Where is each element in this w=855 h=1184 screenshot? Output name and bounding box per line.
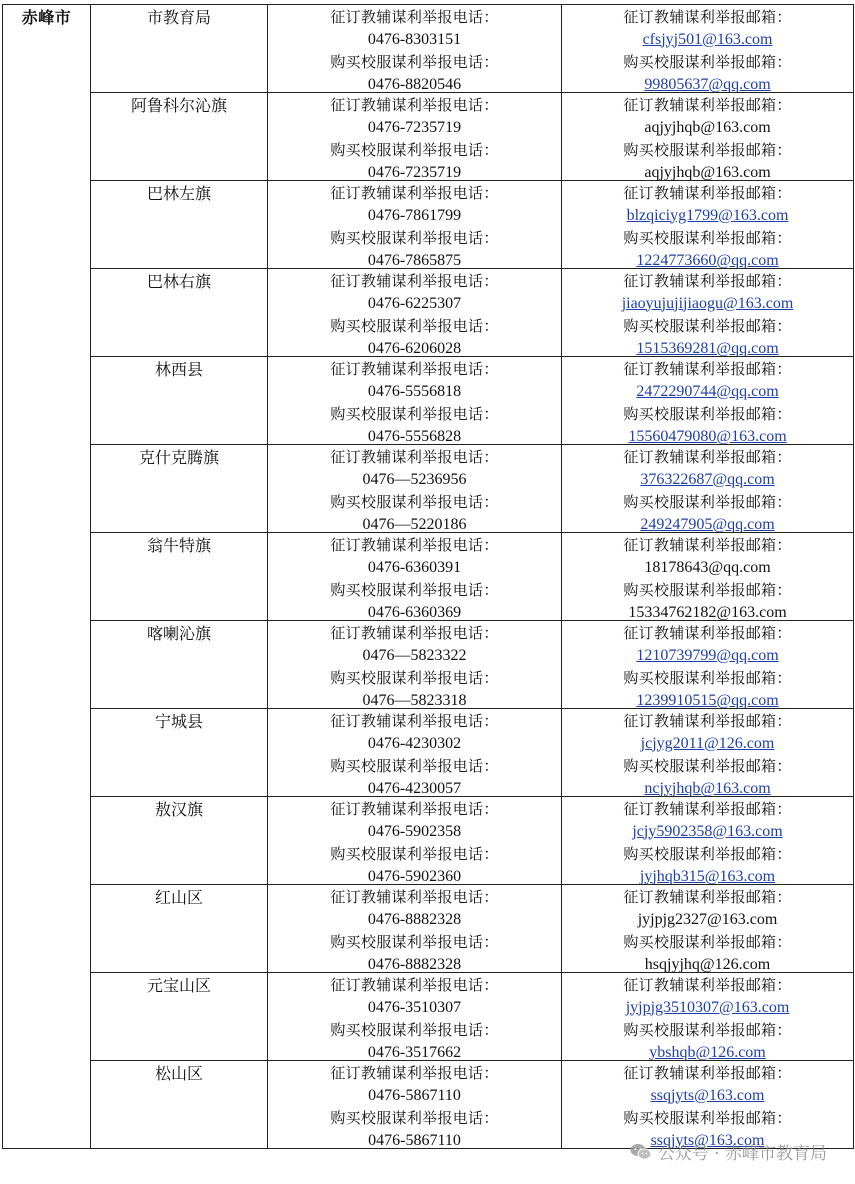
phone-number-textbook: 0476—5236956 bbox=[362, 470, 467, 488]
table-row bbox=[3, 269, 854, 357]
table-row bbox=[3, 93, 854, 181]
email-address-textbook[interactable]: jyjpjg3510307@163.com bbox=[625, 998, 790, 1016]
email-cell-content bbox=[562, 269, 853, 356]
email-address-textbook: jyjpjg2327@163.com bbox=[637, 910, 778, 928]
phone-cell bbox=[268, 533, 562, 621]
phone-label-uniform: 购买校服谋利举报电话： bbox=[330, 669, 499, 687]
email-label-textbook: 征订教辅谋利举报邮箱： bbox=[623, 800, 792, 818]
email-address-textbook: 18178643@qq.com bbox=[644, 558, 771, 576]
area-cell: 林西县 bbox=[91, 357, 268, 445]
phone-label-textbook: 征订教辅谋利举报电话： bbox=[330, 976, 499, 994]
email-cell bbox=[562, 885, 854, 973]
phone-label-textbook: 征订教辅谋利举报电话： bbox=[330, 800, 499, 818]
email-cell bbox=[562, 621, 854, 709]
email-label-uniform: 购买校服谋利举报邮箱： bbox=[623, 53, 792, 71]
email-cell-content bbox=[562, 181, 853, 268]
email-address-uniform[interactable]: 1515369281@qq.com bbox=[636, 339, 779, 356]
email-label-textbook: 征订教辅谋利举报邮箱： bbox=[623, 976, 792, 994]
phone-cell-content bbox=[268, 709, 561, 796]
phone-label-textbook: 征订教辅谋利举报电话： bbox=[330, 184, 499, 202]
email-cell-content bbox=[562, 973, 853, 1060]
phone-label-uniform: 购买校服谋利举报电话： bbox=[330, 317, 499, 335]
email-cell-content bbox=[562, 1061, 853, 1148]
email-cell bbox=[562, 1061, 854, 1149]
email-label-textbook: 征订教辅谋利举报邮箱： bbox=[623, 712, 792, 730]
email-label-uniform: 购买校服谋利举报邮箱： bbox=[623, 1021, 792, 1039]
email-cell bbox=[562, 357, 854, 445]
email-label-uniform: 购买校服谋利举报邮箱： bbox=[623, 1109, 792, 1127]
phone-cell bbox=[268, 797, 562, 885]
phone-label-uniform: 购买校服谋利举报电话： bbox=[330, 757, 499, 775]
phone-cell-content bbox=[268, 621, 561, 708]
email-cell bbox=[562, 797, 854, 885]
email-address-uniform[interactable]: ssqjyts@163.com bbox=[650, 1131, 765, 1148]
phone-cell bbox=[268, 269, 562, 357]
area-cell: 敖汉旗 bbox=[91, 797, 268, 885]
phone-label-uniform: 购买校服谋利举报电话： bbox=[330, 141, 499, 159]
area-cell: 市教育局 bbox=[91, 5, 268, 93]
email-address-uniform: hsqjyjhq@126.com bbox=[644, 955, 771, 972]
phone-label-textbook: 征订教辅谋利举报电话： bbox=[330, 360, 499, 378]
email-cell-content bbox=[562, 445, 853, 532]
phone-cell-content bbox=[268, 181, 561, 268]
email-label-textbook: 征订教辅谋利举报邮箱： bbox=[623, 272, 792, 290]
email-cell-content bbox=[562, 709, 853, 796]
email-cell-content bbox=[562, 357, 853, 444]
phone-cell bbox=[268, 621, 562, 709]
report-table bbox=[2, 4, 854, 1149]
phone-cell-content bbox=[268, 93, 561, 180]
email-address-uniform: aqjyjhqb@163.com bbox=[644, 163, 771, 180]
email-label-uniform: 购买校服谋利举报邮箱： bbox=[623, 405, 792, 423]
phone-number-uniform: 0476-8882328 bbox=[367, 955, 462, 972]
area-cell: 宁城县 bbox=[91, 709, 268, 797]
email-cell bbox=[562, 93, 854, 181]
email-label-uniform: 购买校服谋利举报邮箱： bbox=[623, 317, 792, 335]
phone-cell bbox=[268, 5, 562, 93]
email-cell-content bbox=[562, 621, 853, 708]
phone-label-uniform: 购买校服谋利举报电话： bbox=[330, 493, 499, 511]
email-address-uniform[interactable]: ncjyjhqb@163.com bbox=[644, 779, 771, 796]
email-address-uniform[interactable]: 15560479080@163.com bbox=[628, 427, 787, 444]
phone-label-uniform: 购买校服谋利举报电话： bbox=[330, 229, 499, 247]
phone-number-uniform: 0476—5220186 bbox=[362, 515, 467, 532]
phone-cell-content bbox=[268, 885, 561, 972]
phone-cell bbox=[268, 885, 562, 973]
phone-cell-content bbox=[268, 445, 561, 532]
phone-number-textbook: 0476-5902358 bbox=[367, 822, 462, 840]
email-label-textbook: 征订教辅谋利举报邮箱： bbox=[623, 360, 792, 378]
email-label-textbook: 征订教辅谋利举报邮箱： bbox=[623, 1064, 792, 1082]
area-cell: 巴林左旗 bbox=[91, 181, 268, 269]
email-label-textbook: 征订教辅谋利举报邮箱： bbox=[623, 888, 792, 906]
phone-number-uniform: 0476-6360369 bbox=[367, 603, 462, 620]
email-address-uniform[interactable]: 99805637@qq.com bbox=[644, 75, 771, 92]
email-label-textbook: 征订教辅谋利举报邮箱： bbox=[623, 184, 792, 202]
email-cell bbox=[562, 5, 854, 93]
email-address-textbook[interactable]: ssqjyts@163.com bbox=[650, 1086, 765, 1104]
email-address-textbook[interactable]: jcjy5902358@163.com bbox=[632, 822, 783, 840]
phone-number-uniform: 0476-5902360 bbox=[367, 867, 462, 884]
phone-number-uniform: 0476-7235719 bbox=[367, 163, 462, 180]
phone-cell bbox=[268, 445, 562, 533]
email-label-uniform: 购买校服谋利举报邮箱： bbox=[623, 757, 792, 775]
table-row bbox=[3, 797, 854, 885]
phone-number-textbook: 0476-5867110 bbox=[368, 1086, 461, 1104]
area-cell: 阿鲁科尔沁旗 bbox=[91, 93, 268, 181]
email-cell-content bbox=[562, 5, 853, 92]
table-row bbox=[3, 1061, 854, 1149]
email-address-uniform[interactable]: 1224773660@qq.com bbox=[636, 251, 779, 268]
email-address-uniform: 15334762182@163.com bbox=[628, 603, 787, 620]
email-label-uniform: 购买校服谋利举报邮箱： bbox=[623, 493, 792, 511]
phone-number-textbook: 0476-7861799 bbox=[367, 206, 462, 224]
phone-number-textbook: 0476-8303151 bbox=[367, 30, 462, 48]
phone-cell bbox=[268, 181, 562, 269]
watermark bbox=[630, 1139, 827, 1164]
phone-cell bbox=[268, 973, 562, 1061]
area-cell: 巴林右旗 bbox=[91, 269, 268, 357]
area-cell: 翁牛特旗 bbox=[91, 533, 268, 621]
phone-number-textbook: 0476-8882328 bbox=[367, 910, 462, 928]
phone-number-textbook: 0476-4230302 bbox=[367, 734, 462, 752]
email-label-uniform: 购买校服谋利举报邮箱： bbox=[623, 669, 792, 687]
phone-label-textbook: 征订教辅谋利举报电话： bbox=[330, 96, 499, 114]
phone-number-textbook: 0476-6360391 bbox=[367, 558, 462, 576]
phone-number-uniform: 0476-5867110 bbox=[368, 1131, 461, 1148]
email-address-textbook[interactable]: 2472290744@qq.com bbox=[636, 382, 779, 400]
phone-cell-content bbox=[268, 5, 561, 92]
email-address-textbook[interactable]: jcjyg2011@126.com bbox=[640, 734, 775, 752]
phone-number-textbook: 0476-7235719 bbox=[367, 118, 462, 136]
phone-cell bbox=[268, 709, 562, 797]
city-cell: 赤峰市 bbox=[3, 5, 91, 1149]
email-label-textbook: 征订教辅谋利举报邮箱： bbox=[623, 96, 792, 114]
phone-label-uniform: 购买校服谋利举报电话： bbox=[330, 1021, 499, 1039]
phone-number-uniform: 0476-3517662 bbox=[367, 1043, 462, 1060]
phone-cell bbox=[268, 357, 562, 445]
phone-number-uniform: 0476-5556828 bbox=[367, 427, 462, 444]
email-address-uniform[interactable]: ybshqb@126.com bbox=[649, 1043, 766, 1060]
phone-number-uniform: 0476-6206028 bbox=[367, 339, 462, 356]
email-cell bbox=[562, 709, 854, 797]
phone-number-uniform: 0476-8820546 bbox=[367, 75, 462, 92]
watermark-text: 公众号 · 赤峰市教育局 bbox=[657, 1144, 827, 1164]
email-label-uniform: 购买校服谋利举报邮箱： bbox=[623, 581, 792, 599]
email-cell bbox=[562, 445, 854, 533]
phone-number-textbook: 0476—5823322 bbox=[362, 646, 467, 664]
email-cell bbox=[562, 181, 854, 269]
email-address-textbook[interactable]: 376322687@qq.com bbox=[640, 470, 775, 488]
email-address-uniform[interactable]: jyjhqb315@163.com bbox=[639, 867, 776, 884]
phone-label-textbook: 征订教辅谋利举报电话： bbox=[330, 536, 499, 554]
phone-cell-content bbox=[268, 269, 561, 356]
area-cell: 红山区 bbox=[91, 885, 268, 973]
phone-label-textbook: 征订教辅谋利举报电话： bbox=[330, 888, 499, 906]
phone-number-textbook: 0476-3510307 bbox=[367, 998, 462, 1016]
phone-number-uniform: 0476-7865875 bbox=[367, 251, 462, 268]
phone-cell-content bbox=[268, 533, 561, 620]
phone-cell-content bbox=[268, 357, 561, 444]
email-address-textbook[interactable]: jiaoyujujijiaogu@163.com bbox=[621, 294, 794, 312]
phone-cell-content bbox=[268, 973, 561, 1060]
email-cell-content bbox=[562, 93, 853, 180]
phone-cell bbox=[268, 93, 562, 181]
phone-label-textbook: 征订教辅谋利举报电话： bbox=[330, 448, 499, 466]
phone-label-uniform: 购买校服谋利举报电话： bbox=[330, 1109, 499, 1127]
phone-number-uniform: 0476—5823318 bbox=[362, 691, 467, 708]
table-row bbox=[3, 357, 854, 445]
phone-label-textbook: 征订教辅谋利举报电话： bbox=[330, 272, 499, 290]
email-cell-content bbox=[562, 797, 853, 884]
phone-label-textbook: 征订教辅谋利举报电话： bbox=[330, 8, 499, 26]
email-address-uniform[interactable]: 1239910515@qq.com bbox=[636, 691, 779, 708]
phone-number-textbook: 0476-6225307 bbox=[367, 294, 462, 312]
phone-cell-content bbox=[268, 797, 561, 884]
phone-label-textbook: 征订教辅谋利举报电话： bbox=[330, 712, 499, 730]
table-row bbox=[3, 885, 854, 973]
email-address-textbook[interactable]: 1210739799@qq.com bbox=[636, 646, 779, 664]
area-cell: 喀喇沁旗 bbox=[91, 621, 268, 709]
email-cell-content bbox=[562, 885, 853, 972]
email-label-textbook: 征订教辅谋利举报邮箱： bbox=[623, 536, 792, 554]
email-label-textbook: 征订教辅谋利举报邮箱： bbox=[623, 624, 792, 642]
email-label-textbook: 征订教辅谋利举报邮箱： bbox=[623, 448, 792, 466]
phone-label-uniform: 购买校服谋利举报电话： bbox=[330, 581, 499, 599]
phone-label-textbook: 征订教辅谋利举报电话： bbox=[330, 624, 499, 642]
email-address-uniform[interactable]: 249247905@qq.com bbox=[640, 515, 775, 532]
table-row bbox=[3, 5, 854, 93]
phone-cell bbox=[268, 1061, 562, 1149]
phone-label-uniform: 购买校服谋利举报电话： bbox=[330, 405, 499, 423]
email-label-uniform: 购买校服谋利举报邮箱： bbox=[623, 933, 792, 951]
wechat-icon bbox=[630, 1143, 652, 1161]
phone-number-textbook: 0476-5556818 bbox=[367, 382, 462, 400]
table-row bbox=[3, 533, 854, 621]
phone-label-uniform: 购买校服谋利举报电话： bbox=[330, 845, 499, 863]
email-label-uniform: 购买校服谋利举报邮箱： bbox=[623, 229, 792, 247]
email-cell-content bbox=[562, 533, 853, 620]
report-table-body bbox=[3, 5, 854, 1149]
phone-label-uniform: 购买校服谋利举报电话： bbox=[330, 53, 499, 71]
email-cell bbox=[562, 533, 854, 621]
phone-label-textbook: 征订教辅谋利举报电话： bbox=[330, 1064, 499, 1082]
email-label-uniform: 购买校服谋利举报邮箱： bbox=[623, 845, 792, 863]
email-label-uniform: 购买校服谋利举报邮箱： bbox=[623, 141, 792, 159]
email-cell bbox=[562, 973, 854, 1061]
area-cell: 松山区 bbox=[91, 1061, 268, 1149]
email-cell bbox=[562, 269, 854, 357]
table-row bbox=[3, 709, 854, 797]
phone-label-uniform: 购买校服谋利举报电话： bbox=[330, 933, 499, 951]
table-row bbox=[3, 621, 854, 709]
table-row bbox=[3, 973, 854, 1061]
area-cell: 元宝山区 bbox=[91, 973, 268, 1061]
email-label-textbook: 征订教辅谋利举报邮箱： bbox=[623, 8, 792, 26]
email-address-textbook[interactable]: cfsjyj501@163.com bbox=[642, 30, 773, 48]
table-row bbox=[3, 181, 854, 269]
phone-cell-content bbox=[268, 1061, 561, 1148]
area-cell: 克什克腾旗 bbox=[91, 445, 268, 533]
email-address-textbook: aqjyjhqb@163.com bbox=[644, 118, 771, 136]
phone-number-uniform: 0476-4230057 bbox=[367, 779, 462, 796]
table-row bbox=[3, 445, 854, 533]
email-address-textbook[interactable]: blzqiciyg1799@163.com bbox=[626, 206, 789, 224]
